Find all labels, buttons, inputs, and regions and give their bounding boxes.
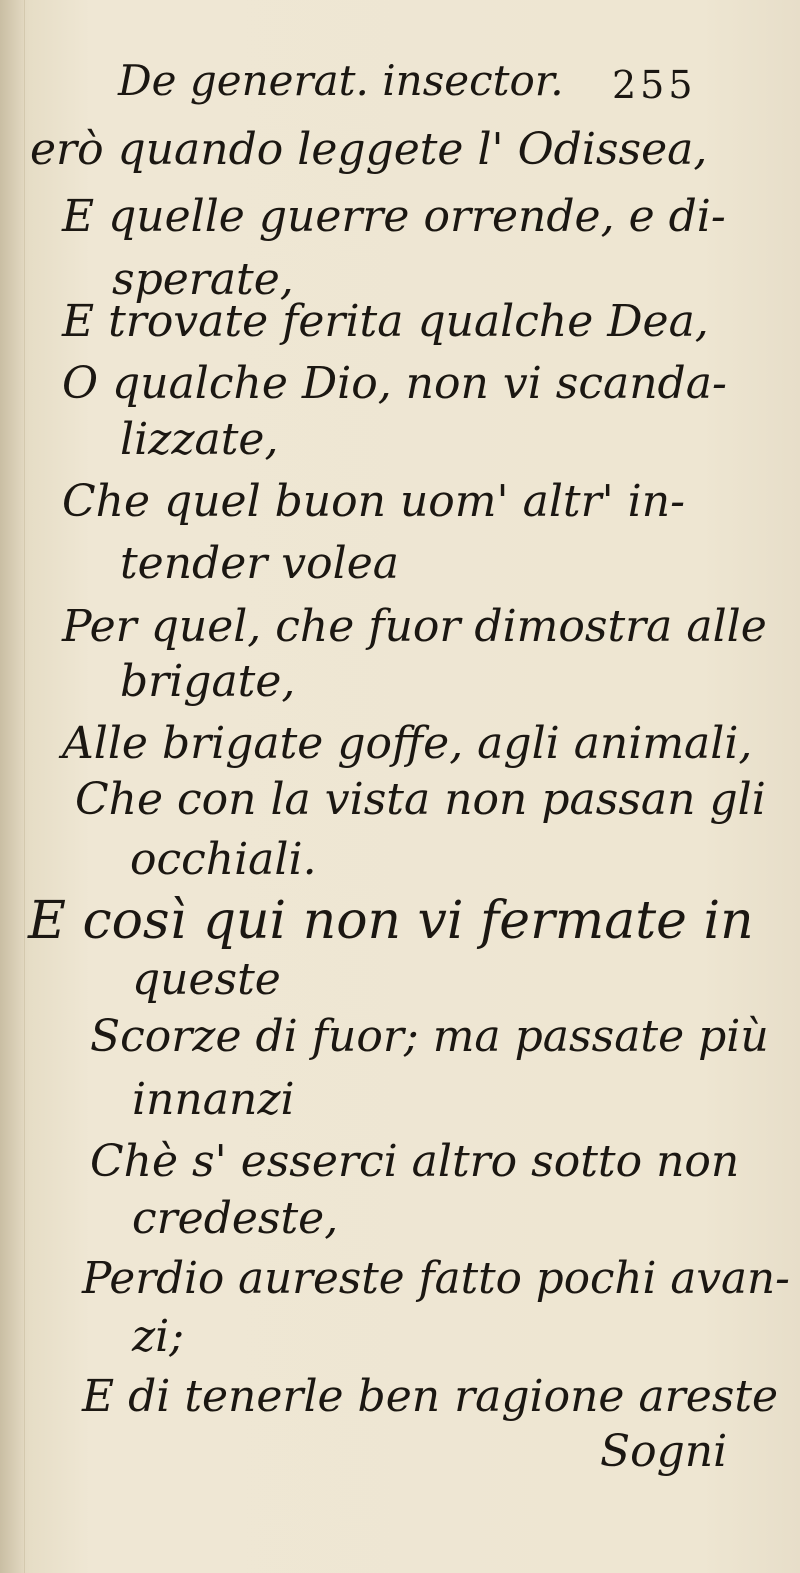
verse-line: Per quel, che fuor dimostra alle	[62, 601, 767, 652]
verse-line: queste	[132, 954, 281, 1005]
verse-line: occhiali.	[130, 834, 317, 885]
verse-line: E quelle guerre orrende, e di-	[62, 191, 726, 242]
running-title: De generat. insector.	[118, 56, 564, 105]
verse-line: Alle brigate goffe, agli animali,	[62, 718, 753, 769]
verse-line: Chè s' esserci altro sotto non	[90, 1136, 740, 1187]
verse-line: erò quando leggete l' Odissea,	[30, 124, 708, 175]
verse-line: credeste,	[132, 1193, 339, 1244]
verse-line: E di tenerle ben ragione areste	[82, 1371, 779, 1422]
verse-line: brigate,	[120, 656, 296, 707]
verse-line: sperate,	[112, 254, 294, 305]
verse-line: O qualche Dio, non vi scanda-	[62, 358, 727, 409]
verse-line: zi;	[132, 1311, 185, 1362]
page-number: 255	[612, 63, 697, 107]
verse-line: lizzate,	[120, 414, 279, 465]
page-gutter	[0, 0, 25, 1573]
verse-line: E così qui non vi fermate in	[28, 891, 754, 951]
verse-line: Che quel buon uom' altr' in-	[62, 476, 685, 527]
verse-line: Scorze di fuor; ma passate più	[90, 1011, 769, 1062]
verse-line: Perdio aureste fatto pochi avan-	[82, 1254, 790, 1304]
verse-line: innanzi	[132, 1074, 295, 1125]
verse-line: Che con la vista non passan gli	[75, 774, 766, 825]
verse-line: tender volea	[120, 538, 399, 589]
verse-line: E trovate ferita qualche Dea,	[62, 296, 709, 347]
catchword: Sogni	[600, 1426, 728, 1477]
